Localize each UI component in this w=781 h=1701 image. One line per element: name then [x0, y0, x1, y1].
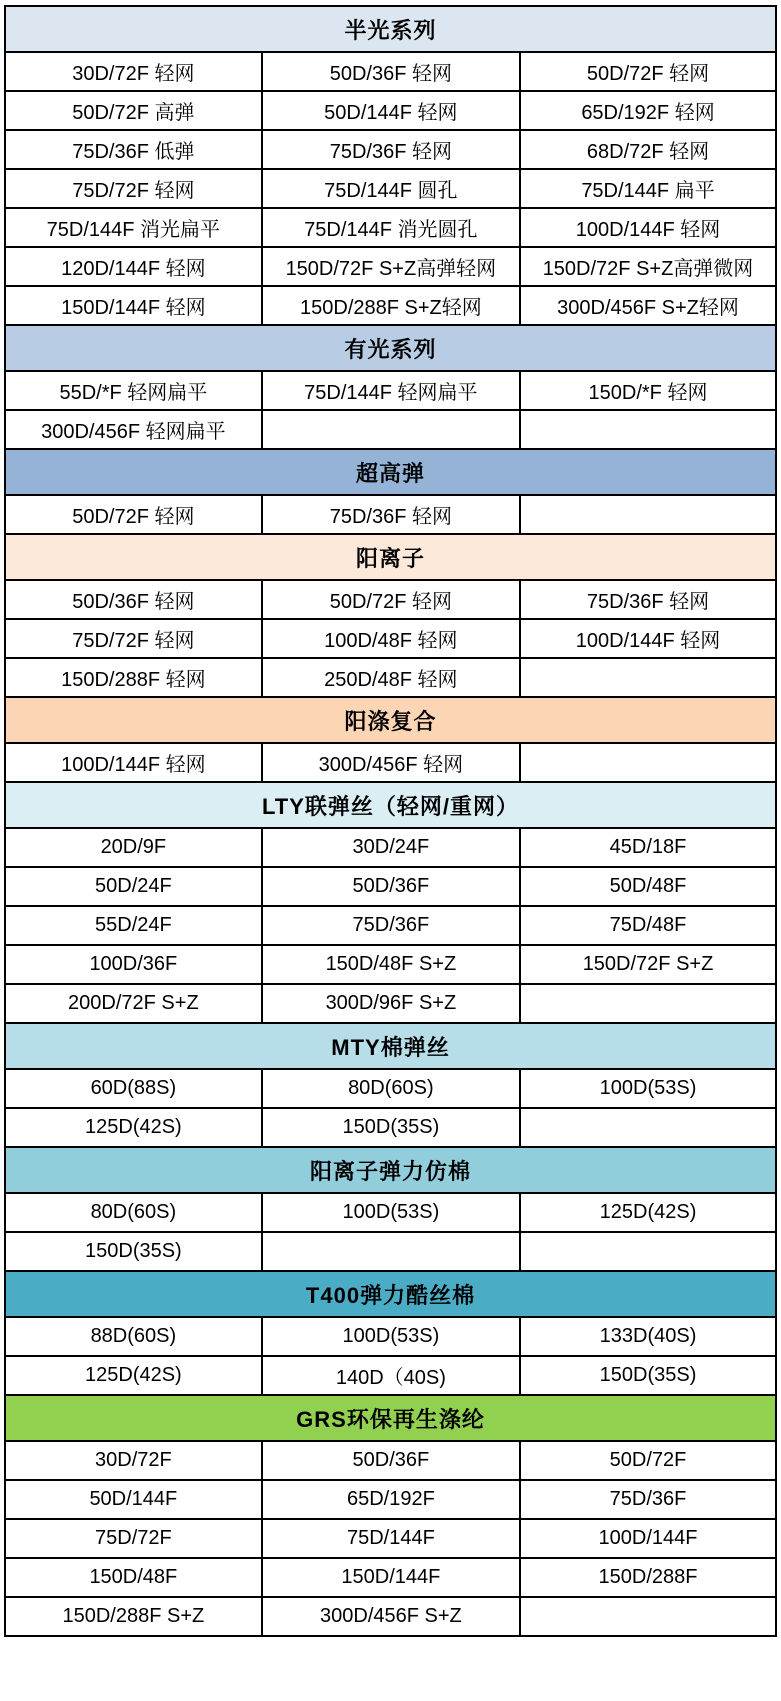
table-row [5, 286, 776, 325]
table-row [5, 1193, 776, 1232]
spec-cell: 88D(60S) [5, 1317, 262, 1356]
spec-cell: 75D/36F [262, 906, 520, 945]
spec-cell: 100D(53S) [262, 1193, 520, 1232]
table-row [5, 580, 776, 619]
spec-cell: 100D/144F [520, 1519, 776, 1558]
section-title: 半光系列 [5, 6, 776, 52]
table-row [5, 619, 776, 658]
spec-cell: 200D/72F S+Z [5, 984, 262, 1023]
table-row [5, 828, 776, 867]
empty-cell [520, 658, 776, 697]
section-header-row [5, 449, 776, 495]
spec-cell: 100D/48F 轻网 [262, 619, 520, 658]
table-row [5, 247, 776, 286]
table-row [5, 1232, 776, 1271]
spec-cell: 75D/36F 低弹 [5, 130, 262, 169]
spec-cell: 100D(53S) [520, 1069, 776, 1108]
table-row [5, 91, 776, 130]
empty-cell [520, 410, 776, 449]
spec-cell: 75D/36F 轻网 [262, 495, 520, 534]
section-title: 超高弹 [5, 449, 776, 495]
section-title: T400弹力酷丝棉 [5, 1271, 776, 1317]
spec-cell: 250D/48F 轻网 [262, 658, 520, 697]
spec-cell: 75D/144F 轻网扁平 [262, 371, 520, 410]
empty-cell [262, 410, 520, 449]
section-header-row [5, 697, 776, 743]
spec-cell: 150D/288F [520, 1558, 776, 1597]
spec-cell: 75D/48F [520, 906, 776, 945]
spec-cell: 45D/18F [520, 828, 776, 867]
spec-cell: 20D/9F [5, 828, 262, 867]
spec-cell: 50D/24F [5, 867, 262, 906]
empty-cell [520, 743, 776, 782]
spec-cell: 55D/*F 轻网扁平 [5, 371, 262, 410]
section-header-row [5, 534, 776, 580]
spec-table-body [5, 6, 776, 1636]
spec-cell: 300D/456F S+Z [262, 1597, 520, 1636]
spec-cell: 125D(42S) [5, 1356, 262, 1395]
table-row [5, 208, 776, 247]
spec-cell: 150D(35S) [520, 1356, 776, 1395]
spec-cell: 50D/36F [262, 1441, 520, 1480]
spec-cell: 140D（40S) [262, 1356, 520, 1395]
spec-cell: 150D/*F 轻网 [520, 371, 776, 410]
empty-cell [520, 495, 776, 534]
spec-cell: 150D/72F S+Z高弹轻网 [262, 247, 520, 286]
table-row [5, 658, 776, 697]
spec-cell: 100D(53S) [262, 1317, 520, 1356]
section-title: 阳离子弹力仿棉 [5, 1147, 776, 1193]
spec-cell: 50D/36F [262, 867, 520, 906]
spec-cell: 150D/288F 轻网 [5, 658, 262, 697]
table-row [5, 169, 776, 208]
section-header-row [5, 1395, 776, 1441]
spec-cell: 150D/288F S+Z轻网 [262, 286, 520, 325]
table-row [5, 743, 776, 782]
spec-cell: 100D/36F [5, 945, 262, 984]
table-row [5, 1108, 776, 1147]
spec-cell: 75D/144F 扁平 [520, 169, 776, 208]
spec-cell: 75D/36F 轻网 [520, 580, 776, 619]
spec-cell: 30D/72F [5, 1441, 262, 1480]
spec-cell: 75D/144F [262, 1519, 520, 1558]
spec-cell: 50D/72F [520, 1441, 776, 1480]
spec-cell: 125D(42S) [520, 1193, 776, 1232]
spec-cell: 75D/72F 轻网 [5, 619, 262, 658]
spec-cell: 75D/144F 圆孔 [262, 169, 520, 208]
spec-cell: 150D/144F 轻网 [5, 286, 262, 325]
spec-cell: 75D/36F 轻网 [262, 130, 520, 169]
table-row [5, 130, 776, 169]
table-row [5, 1441, 776, 1480]
table-row [5, 1480, 776, 1519]
spec-cell: 150D/48F [5, 1558, 262, 1597]
table-row [5, 867, 776, 906]
spec-cell: 50D/36F 轻网 [262, 52, 520, 91]
spec-cell: 50D/36F 轻网 [5, 580, 262, 619]
spec-cell: 133D(40S) [520, 1317, 776, 1356]
table-row [5, 1356, 776, 1395]
spec-cell: 150D/72F S+Z [520, 945, 776, 984]
spec-cell: 55D/24F [5, 906, 262, 945]
spec-cell: 75D/72F [5, 1519, 262, 1558]
spec-table [4, 5, 777, 1637]
table-row [5, 52, 776, 91]
table-row [5, 984, 776, 1023]
section-title: 阳涤复合 [5, 697, 776, 743]
spec-cell: 100D/144F 轻网 [520, 619, 776, 658]
spec-cell: 75D/72F 轻网 [5, 169, 262, 208]
spec-cell: 68D/72F 轻网 [520, 130, 776, 169]
empty-cell [262, 1232, 520, 1271]
spec-cell: 50D/72F 轻网 [5, 495, 262, 534]
section-header-row [5, 325, 776, 371]
spec-cell: 30D/24F [262, 828, 520, 867]
spec-cell: 300D/456F S+Z轻网 [520, 286, 776, 325]
spec-cell: 150D/288F S+Z [5, 1597, 262, 1636]
table-row [5, 1597, 776, 1636]
section-title: 有光系列 [5, 325, 776, 371]
spec-cell: 80D(60S) [5, 1193, 262, 1232]
spec-cell: 150D/72F S+Z高弹微网 [520, 247, 776, 286]
spec-cell: 100D/144F 轻网 [520, 208, 776, 247]
spec-cell: 300D/456F 轻网扁平 [5, 410, 262, 449]
spec-cell: 65D/192F [262, 1480, 520, 1519]
section-header-row [5, 1271, 776, 1317]
spec-cell: 120D/144F 轻网 [5, 247, 262, 286]
spec-cell: 300D/456F 轻网 [262, 743, 520, 782]
spec-cell: 65D/192F 轻网 [520, 91, 776, 130]
spec-cell: 30D/72F 轻网 [5, 52, 262, 91]
spec-cell: 50D/144F 轻网 [262, 91, 520, 130]
table-row [5, 410, 776, 449]
spec-cell: 60D(88S) [5, 1069, 262, 1108]
spec-cell: 75D/36F [520, 1480, 776, 1519]
table-row [5, 1519, 776, 1558]
section-title: LTY联弹丝（轻网/重网） [5, 782, 776, 828]
spec-cell: 50D/48F [520, 867, 776, 906]
spec-cell: 125D(42S) [5, 1108, 262, 1147]
table-row [5, 1558, 776, 1597]
section-header-row [5, 1023, 776, 1069]
empty-cell [520, 1108, 776, 1147]
spec-cell: 50D/72F 轻网 [520, 52, 776, 91]
table-row [5, 1069, 776, 1108]
section-header-row [5, 1147, 776, 1193]
table-row [5, 371, 776, 410]
spec-cell: 80D(60S) [262, 1069, 520, 1108]
table-row [5, 906, 776, 945]
section-title: GRS环保再生涤纶 [5, 1395, 776, 1441]
spec-cell: 50D/72F 高弹 [5, 91, 262, 130]
section-header-row [5, 782, 776, 828]
spec-cell: 150D/48F S+Z [262, 945, 520, 984]
spec-cell: 150D(35S) [5, 1232, 262, 1271]
spec-cell: 75D/144F 消光圆孔 [262, 208, 520, 247]
section-title: MTY棉弹丝 [5, 1023, 776, 1069]
section-header-row [5, 6, 776, 52]
empty-cell [520, 984, 776, 1023]
spec-cell: 150D(35S) [262, 1108, 520, 1147]
section-title: 阳离子 [5, 534, 776, 580]
spec-cell: 300D/96F S+Z [262, 984, 520, 1023]
spec-cell: 75D/144F 消光扁平 [5, 208, 262, 247]
table-row [5, 945, 776, 984]
table-row [5, 495, 776, 534]
spec-cell: 100D/144F 轻网 [5, 743, 262, 782]
empty-cell [520, 1597, 776, 1636]
empty-cell [520, 1232, 776, 1271]
table-row [5, 1317, 776, 1356]
spec-cell: 50D/72F 轻网 [262, 580, 520, 619]
spec-cell: 50D/144F [5, 1480, 262, 1519]
spec-cell: 150D/144F [262, 1558, 520, 1597]
